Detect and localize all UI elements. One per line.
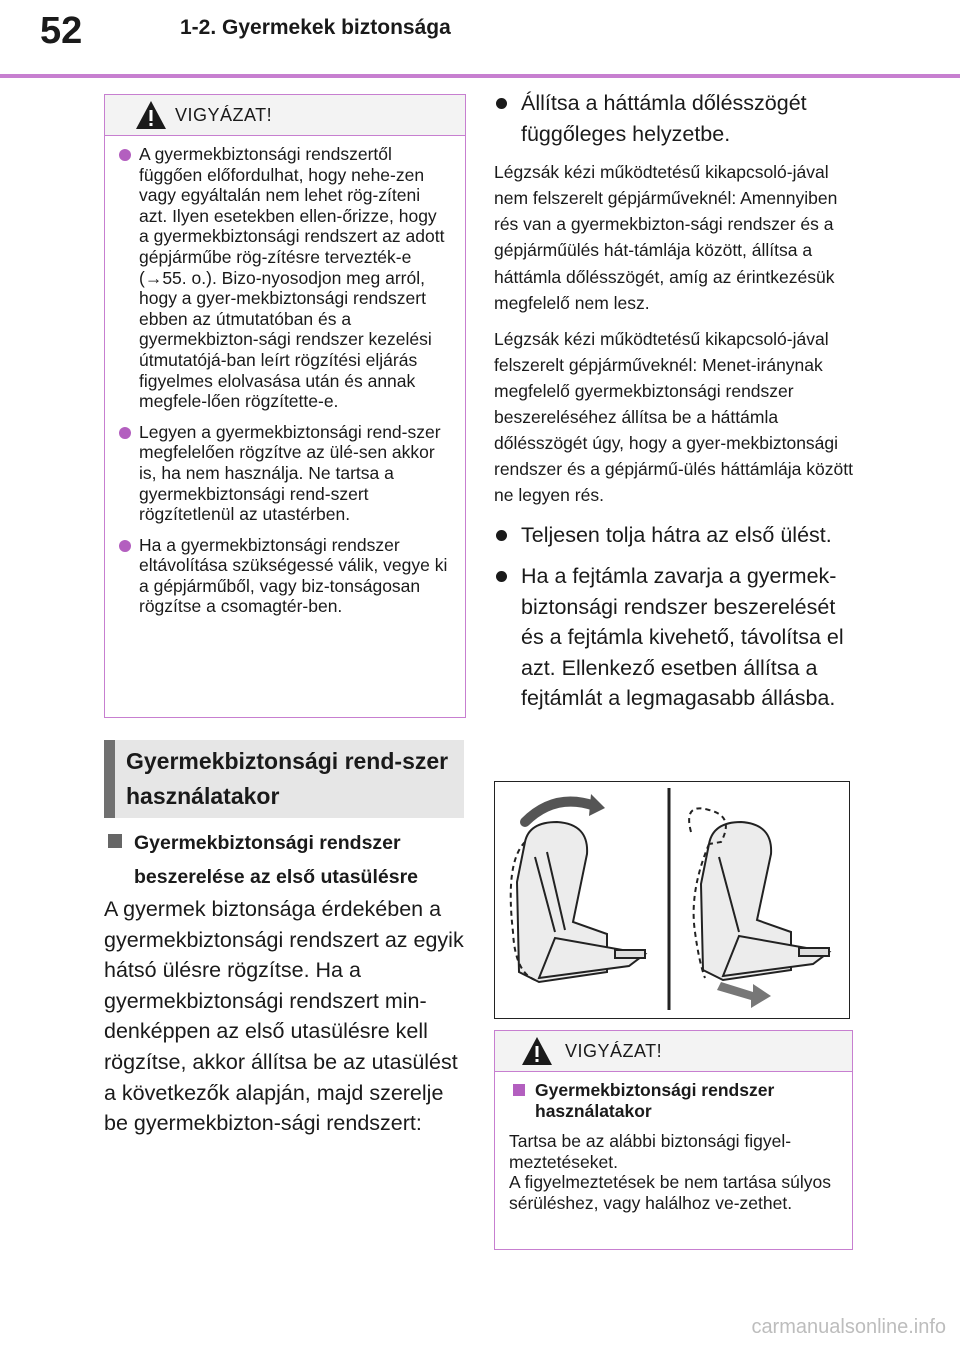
instruction-bullet: Állítsa a háttámla dőlésszögét függőleges helyzetbe. — [494, 88, 854, 149]
warning-text: Tartsa be az alábbi biztonsági figyel-meztetéseket. — [509, 1131, 792, 1172]
warning-box-bottom — [494, 1030, 853, 1250]
seat-illustration — [495, 782, 848, 1017]
warning-bullet: Ha a gyermekbiztonsági rendszer eltávolítása szükségessé válik, vegye ki a gépjárműből, vagy biz-tonságosan rögzítse a csomagtér-ben. — [119, 535, 451, 617]
warning-title: VIGYÁZAT! — [175, 105, 273, 125]
warning-bullet: Legyen a gyermekbiztonsági rend-szer megfelelően rögzítve az ülé-sen akkor is, ha nem használja. Ne tartsa a gyermekbiztonsági rend-szert rögzítetlenül az utastérben. — [119, 422, 451, 525]
warning-title: VIGYÁZAT! — [565, 1041, 663, 1061]
bullet-dot-icon — [496, 98, 507, 109]
square-bullet-icon — [108, 834, 122, 848]
left-paragraph: A gyermek biztonsága érdekében a gyermekbiztonsági rendszert az egyik hátsó ülésre rögzítse. Ha a gyermekbiztonsági rendszert min-denképpen az első utasülésre kell rögzítse, akkor állítsa be az utasülést a következők alapján, majd szerelje be gyermekbizton-sági rendszert: — [104, 897, 464, 1136]
warning-subtitle: Gyermekbiztonsági rendszer használatakor — [509, 1080, 838, 1121]
section-heading-text: Gyermekbiztonsági rend-szer használatakor — [126, 748, 449, 809]
warning-triangle-icon — [135, 99, 167, 131]
watermark: carmanualsonline.info — [751, 1316, 946, 1338]
instruction-bullet: Ha a fejtámla zavarja a gyermek-biztonsági rendszer beszerelését és a fejtámla kivehető, távolítsa el azt. Ellenkező esetben állítsa a fejtámlát a legmagasabb állásba. — [494, 561, 854, 714]
warning-header — [495, 1031, 852, 1072]
instruction-note: Légzsák kézi működtetésű kikapcsoló-jával nem felszerelt gépjárműveknél: Amennyiben rés van a gyermekbizton-sági rendszer és a gépjárműülés hát-támlája között, állítsa a háttámla dőlésszögét, amíg az érintkezésük megfelelő nem lesz. — [494, 162, 838, 313]
bullet-dot-icon — [119, 540, 131, 552]
section-heading-bar — [104, 740, 115, 818]
instruction-note: Légzsák kézi működtetésű kikapcsoló-jával felszerelt gépjárműveknél: Menet-iránynak megfelelő gyermekbiztonsági rendszer beszereléséhez állítsa be a háttámla dőlésszögét úgy, hogy a gyer-mekbiztonsági rendszer és a gépjármű-ülés háttámlája között ne legyen rés. — [494, 328, 853, 506]
bullet-dot-icon — [496, 571, 507, 582]
bullet-dot-icon — [119, 427, 131, 439]
right-column-top — [494, 88, 854, 714]
warning-triangle-icon — [521, 1035, 553, 1067]
warning-text: A figyelmeztetések be nem tartása súlyos sérüléshez, vagy halálhoz ve-zethet. — [509, 1172, 831, 1213]
subsection-heading: Gyermekbiztonsági rendszer beszerelése az első utasülésre — [108, 826, 468, 894]
square-bullet-icon — [513, 1084, 525, 1096]
bullet-dot-icon — [496, 530, 507, 541]
seat-adjustment-figure — [494, 781, 850, 1019]
section-heading — [104, 740, 464, 818]
warning-bullet: A gyermekbiztonsági rendszertől függően előfordulhat, hogy nehe-zen vagy egyáltalán nem lehet rög-zíteni azt. Ilyen esetekben ellen-őrizze, hogy a gyermekbiztonsági rendszert az adott gépjárműbe rög-zítésre tervezték-e (→55. o.). Bizo-nyosodjon meg arról, hogy a gyer-mekbiztonsági rendszert ebben az útmutatóban és a gyermekbizton-sági rendszer kezelési útmutatójá-ban leírt rögzítési eljárás figyelmes elolvasása után és annak megfele-lően rögzítette-e. — [119, 144, 451, 412]
section-header-title: 1-2. Gyermekek biztonsága — [180, 16, 451, 39]
bullet-dot-icon — [119, 149, 131, 161]
seat-left — [517, 822, 645, 982]
instruction-bullet: Teljesen tolja hátra az első ülést. — [494, 520, 854, 551]
header-divider — [0, 74, 960, 78]
page-number: 52 — [40, 10, 83, 52]
warning-box-top — [104, 94, 466, 718]
seat-right — [701, 822, 829, 980]
warning-header — [105, 95, 465, 136]
